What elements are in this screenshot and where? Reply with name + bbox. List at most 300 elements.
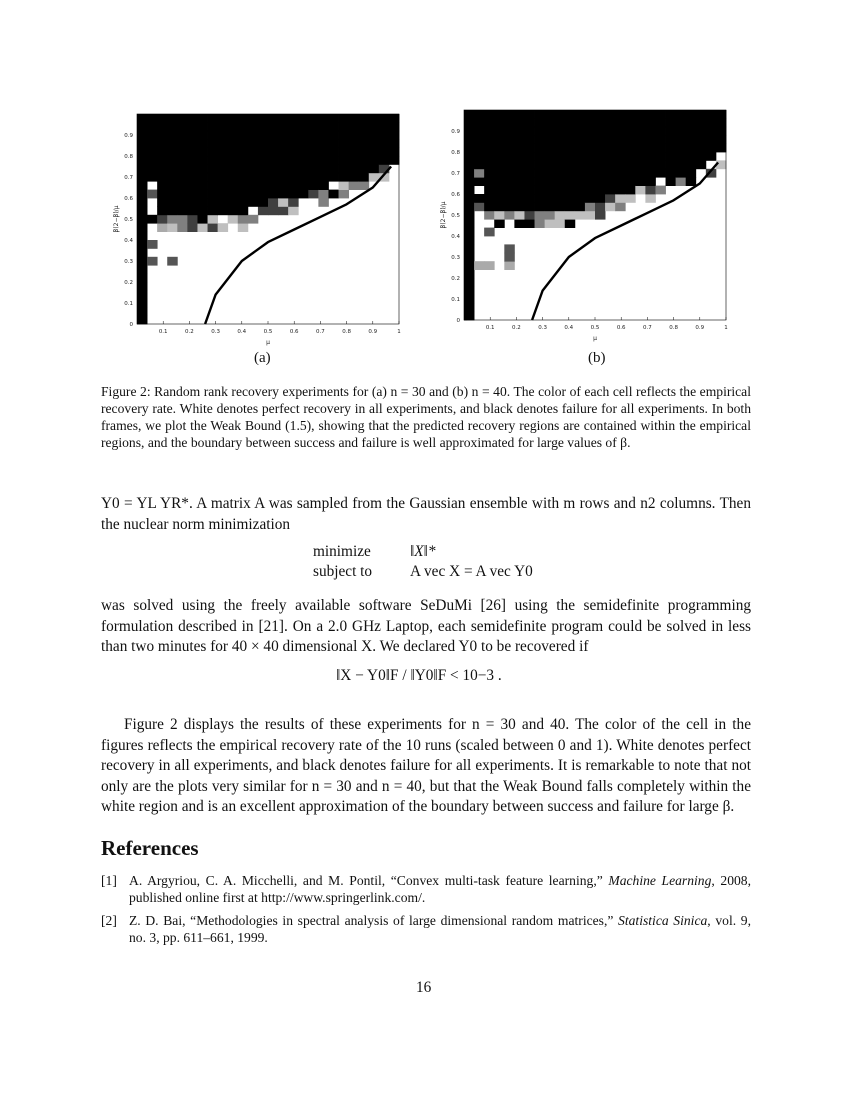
y-tick-label: 0.1 bbox=[124, 301, 133, 307]
heatmap-cell bbox=[555, 160, 565, 169]
heatmap-cell bbox=[696, 118, 706, 127]
heatmap-cell bbox=[318, 173, 328, 182]
heatmap-cell bbox=[464, 261, 474, 270]
heatmap-cell bbox=[278, 164, 288, 173]
heatmap-cell bbox=[524, 194, 534, 203]
heatmap-cell bbox=[218, 122, 228, 131]
heatmap-cell bbox=[308, 131, 318, 140]
heatmap-cell bbox=[228, 156, 238, 165]
heatmap-cell bbox=[318, 122, 328, 131]
heatmap-cell bbox=[228, 206, 238, 215]
heatmap-cell bbox=[318, 148, 328, 157]
heatmap-cell bbox=[706, 144, 716, 153]
heatmap-cell bbox=[666, 160, 676, 169]
heatmap-cell bbox=[137, 206, 147, 215]
heatmap-cell bbox=[504, 118, 514, 127]
heatmap-cell bbox=[339, 148, 349, 157]
heatmap-cell bbox=[514, 219, 524, 228]
x-axis-label: μ bbox=[266, 339, 270, 346]
heatmap-cell bbox=[605, 135, 615, 144]
heatmap-cell bbox=[258, 173, 268, 182]
heatmap-cell bbox=[308, 190, 318, 199]
heatmap-cell bbox=[686, 152, 696, 161]
heatmap-cell bbox=[716, 118, 726, 127]
heatmap-cell bbox=[167, 223, 177, 232]
heatmap-cell bbox=[555, 135, 565, 144]
heatmap-cell bbox=[308, 114, 318, 123]
heatmap-cell bbox=[545, 169, 555, 178]
heatmap-cell bbox=[349, 139, 359, 148]
heatmap-cell bbox=[167, 215, 177, 224]
heatmap-cell bbox=[359, 164, 369, 173]
heatmap-cell bbox=[167, 206, 177, 215]
heatmap-cell bbox=[504, 253, 514, 262]
heatmap-cell bbox=[575, 127, 585, 136]
heatmap-cell bbox=[278, 122, 288, 131]
heatmap-cell bbox=[278, 139, 288, 148]
heatmap-cell bbox=[248, 156, 258, 165]
heatmap-cell bbox=[484, 169, 494, 178]
heatmap-cell bbox=[187, 139, 197, 148]
heatmap-cell bbox=[615, 135, 625, 144]
heatmap-cell bbox=[464, 236, 474, 245]
heatmap-cell bbox=[147, 240, 157, 249]
heatmap-cell bbox=[635, 135, 645, 144]
heatmap-cell bbox=[696, 135, 706, 144]
y-tick-label: 0 bbox=[456, 318, 460, 324]
heatmap-cell bbox=[349, 164, 359, 173]
heatmap-cell bbox=[248, 173, 258, 182]
heatmap-cell bbox=[575, 186, 585, 195]
heatmap-cell bbox=[258, 181, 268, 190]
heatmap-cell bbox=[716, 135, 726, 144]
caption-text: Random rank recovery experiments for (a) n = 30 and (b) n = 40. The color of each cell reflects the empirical recovery rate. White denotes perfect recovery in all experiments, and black denotes failure for all experiments. In both frames, we plot the Weak Bound (1.5), showing that the predicted recovery regions are contained within the empirical regions, and the boundary between success and failure is well approximated for large values of β. bbox=[101, 384, 751, 450]
y-tick-label: 0.6 bbox=[124, 196, 133, 202]
x-tick-label: 0.7 bbox=[643, 325, 652, 331]
heatmap-cell bbox=[535, 160, 545, 169]
heatmap-cell bbox=[716, 127, 726, 136]
heatmap-cell bbox=[605, 160, 615, 169]
heatmap-cell bbox=[565, 144, 575, 153]
heatmap-cell bbox=[635, 110, 645, 119]
heatmap-cell bbox=[464, 186, 474, 195]
heatmap-cell bbox=[298, 181, 308, 190]
heatmap-cell bbox=[137, 232, 147, 241]
heatmap-cell bbox=[595, 211, 605, 220]
heatmap-cell bbox=[666, 177, 676, 186]
x-tick-label: 0.5 bbox=[263, 329, 273, 335]
heatmap-cell bbox=[595, 127, 605, 136]
heatmap-cell bbox=[157, 190, 167, 199]
heatmap-cell bbox=[615, 110, 625, 119]
heatmap-cell bbox=[389, 139, 399, 148]
heatmap-cell bbox=[494, 135, 504, 144]
y-tick-label: 0.5 bbox=[124, 217, 133, 223]
heatmap-cell bbox=[605, 127, 615, 136]
heatmap-cell bbox=[504, 186, 514, 195]
x-tick-label: 0.9 bbox=[368, 329, 378, 335]
heatmap-cell bbox=[197, 122, 207, 131]
heatmap-cell bbox=[147, 215, 157, 224]
heatmap-cell bbox=[524, 127, 534, 136]
heatmap-cell bbox=[147, 190, 157, 199]
heatmap-cell bbox=[157, 223, 167, 232]
heatmap-cell bbox=[625, 152, 635, 161]
heatmap-cell bbox=[676, 152, 686, 161]
heatmap-cell bbox=[258, 148, 268, 157]
heatmap-cell bbox=[514, 177, 524, 186]
heatmap-cell bbox=[268, 198, 278, 207]
heatmap-cell bbox=[298, 173, 308, 182]
heatmap-cell bbox=[605, 186, 615, 195]
heatmap-cell bbox=[585, 194, 595, 203]
heatmap-cell bbox=[545, 202, 555, 211]
heatmap-cell bbox=[484, 144, 494, 153]
heatmap-cell bbox=[339, 156, 349, 165]
heatmap-cell bbox=[359, 181, 369, 190]
heatmap-cell bbox=[484, 152, 494, 161]
heatmap-cell bbox=[177, 190, 187, 199]
heatmap-cell bbox=[696, 152, 706, 161]
heatmap-cell bbox=[474, 202, 484, 211]
heatmap-cell bbox=[318, 114, 328, 123]
opt-minimize-label: minimize bbox=[313, 543, 371, 560]
heatmap-cell bbox=[514, 135, 524, 144]
heatmap-cell bbox=[137, 148, 147, 157]
heatmap-cell bbox=[157, 156, 167, 165]
heatmap-cell bbox=[645, 169, 655, 178]
heatmap-cell bbox=[575, 202, 585, 211]
heatmap-cell bbox=[187, 148, 197, 157]
heatmap-cell bbox=[359, 173, 369, 182]
heatmap-cell bbox=[696, 160, 706, 169]
heatmap-cell bbox=[635, 169, 645, 178]
heatmap-cell bbox=[474, 152, 484, 161]
heatmap-cell bbox=[298, 190, 308, 199]
heatmap-cell bbox=[474, 110, 484, 119]
x-tick-label: 0.8 bbox=[342, 329, 351, 335]
heatmap-cell bbox=[655, 169, 665, 178]
heatmap-cell bbox=[308, 156, 318, 165]
heatmap-cell bbox=[535, 127, 545, 136]
heatmap-cell bbox=[484, 228, 494, 237]
heatmap-cell bbox=[504, 202, 514, 211]
heatmap-cell bbox=[464, 160, 474, 169]
heatmap-cell bbox=[535, 219, 545, 228]
heatmap-cell bbox=[298, 114, 308, 123]
heatmap-cell bbox=[157, 131, 167, 140]
heatmap-cell bbox=[339, 164, 349, 173]
heatmap-cell bbox=[555, 186, 565, 195]
heatmap-cell bbox=[655, 160, 665, 169]
paragraph-1: Y0 = YL YR*. A matrix A was sampled from the Gaussian ensemble with m rows and n2 columns. Then the nuclear norm minimization bbox=[101, 495, 751, 533]
heatmap-cell bbox=[615, 202, 625, 211]
heatmap-cell bbox=[197, 206, 207, 215]
heatmap-cell bbox=[706, 110, 716, 119]
heatmap-cell bbox=[238, 114, 248, 123]
heatmap-cell bbox=[187, 173, 197, 182]
heatmap-cell bbox=[565, 219, 575, 228]
heatmap-cell bbox=[278, 156, 288, 165]
heatmap-cell bbox=[464, 144, 474, 153]
heatmap-cell bbox=[379, 114, 389, 123]
heatmap-cell bbox=[635, 127, 645, 136]
heatmap-cell bbox=[238, 173, 248, 182]
heatmap-cell bbox=[686, 144, 696, 153]
heatmap-cell bbox=[494, 169, 504, 178]
heatmap-cell bbox=[167, 114, 177, 123]
heatmap-cell bbox=[535, 152, 545, 161]
heatmap-cell bbox=[218, 181, 228, 190]
heatmap-cell bbox=[464, 270, 474, 279]
heatmap-cell bbox=[524, 169, 534, 178]
heatmap-cell bbox=[686, 160, 696, 169]
heatmap-cell bbox=[514, 110, 524, 119]
heatmap-cell bbox=[328, 148, 338, 157]
heatmap-cell bbox=[339, 181, 349, 190]
heatmap-cell bbox=[676, 144, 686, 153]
heatmap-cell bbox=[339, 173, 349, 182]
heatmap-cell bbox=[228, 215, 238, 224]
heatmap-cell bbox=[157, 148, 167, 157]
heatmap-cell bbox=[318, 198, 328, 207]
heatmap-cell bbox=[218, 139, 228, 148]
heatmap-cell bbox=[147, 114, 157, 123]
heatmap-cell bbox=[696, 144, 706, 153]
heatmap-cell bbox=[655, 144, 665, 153]
heatmap-cell bbox=[268, 206, 278, 215]
heatmap-cell bbox=[504, 135, 514, 144]
heatmap-cell bbox=[464, 312, 474, 321]
subfigure-label-b: (b) bbox=[588, 350, 606, 366]
paragraph-3: Figure 2 displays the results of these experiments for n = 30 and 40. The color of the cell in the figures reflects the empirical recovery rate of the 10 runs (scaled between 0 and 1). White denotes perfect recovery in all experiments, and black denotes failure for all experiments. It is remarkable to note that not only are the plots very similar for n = 30 and n = 40, but that the Weak Bound falls completely within the white region and is an excellent approximation of the boundary between success and failure for large β. bbox=[101, 716, 751, 815]
reference-item bbox=[101, 872, 751, 908]
heatmap-cell bbox=[494, 110, 504, 119]
heatmap-cell bbox=[464, 244, 474, 253]
heatmap-cell bbox=[615, 118, 625, 127]
heatmap-cell bbox=[645, 135, 655, 144]
heatmap-cell bbox=[494, 219, 504, 228]
y-axis-label: β(2−β)/μ bbox=[113, 205, 120, 233]
heatmap-cell bbox=[545, 186, 555, 195]
y-tick-label: 0.2 bbox=[451, 276, 460, 282]
heatmap-cell bbox=[635, 152, 645, 161]
heatmap-cell bbox=[555, 202, 565, 211]
heatmap-cell bbox=[484, 177, 494, 186]
heatmap-cell bbox=[157, 173, 167, 182]
heatmap-cell bbox=[696, 110, 706, 119]
heatmap-cell bbox=[666, 118, 676, 127]
heatmap-cell bbox=[706, 127, 716, 136]
heatmap-cell bbox=[535, 169, 545, 178]
heatmap-cell bbox=[545, 219, 555, 228]
heatmap-cell bbox=[686, 169, 696, 178]
heatmap-cell bbox=[318, 164, 328, 173]
heatmap-cell bbox=[504, 211, 514, 220]
heatmap-cell bbox=[218, 114, 228, 123]
heatmap-cell bbox=[625, 194, 635, 203]
heatmap-cell bbox=[177, 223, 187, 232]
x-tick-label: 1 bbox=[397, 329, 401, 335]
heatmap-cell bbox=[369, 114, 379, 123]
heatmap-cell bbox=[514, 152, 524, 161]
heatmap-cell bbox=[137, 282, 147, 291]
heatmap-cell bbox=[208, 148, 218, 157]
heatmap-cell bbox=[595, 202, 605, 211]
heatmap-cell bbox=[197, 215, 207, 224]
figure-caption bbox=[101, 383, 751, 451]
heatmap-cell bbox=[474, 127, 484, 136]
heatmap-cell bbox=[328, 164, 338, 173]
heatmap-cell bbox=[288, 181, 298, 190]
heatmap-cell bbox=[585, 144, 595, 153]
heatmap-cell bbox=[177, 206, 187, 215]
heatmap-cell bbox=[585, 169, 595, 178]
heatmap-cell bbox=[575, 135, 585, 144]
heatmap-cell bbox=[167, 131, 177, 140]
heatmap-cell bbox=[157, 198, 167, 207]
heatmap-cell bbox=[716, 144, 726, 153]
heatmap-cell bbox=[696, 127, 706, 136]
heatmap-cell bbox=[585, 135, 595, 144]
heatmap-cell bbox=[228, 198, 238, 207]
heatmap-cell bbox=[524, 160, 534, 169]
heatmap-cell bbox=[268, 190, 278, 199]
heatmap-cell bbox=[278, 114, 288, 123]
x-axis-label: μ bbox=[593, 335, 597, 342]
heatmap-cell bbox=[218, 206, 228, 215]
heatmap-cell bbox=[349, 181, 359, 190]
heatmap-cell bbox=[524, 118, 534, 127]
heatmap-cell bbox=[177, 173, 187, 182]
heatmap-cell bbox=[464, 202, 474, 211]
heatmap-cell bbox=[595, 110, 605, 119]
reference-text bbox=[129, 872, 751, 906]
heatmap-cell bbox=[147, 131, 157, 140]
heatmap-cell bbox=[666, 127, 676, 136]
heatmap-cell bbox=[369, 122, 379, 131]
heatmap-cell bbox=[666, 135, 676, 144]
heatmap-cell bbox=[565, 177, 575, 186]
heatmap-cell bbox=[298, 148, 308, 157]
heatmap-cell bbox=[349, 122, 359, 131]
heatmap-cell bbox=[288, 156, 298, 165]
heatmap-cell bbox=[565, 127, 575, 136]
heatmap-cell bbox=[238, 156, 248, 165]
heatmap-cell bbox=[625, 135, 635, 144]
heatmap-cell bbox=[359, 139, 369, 148]
heatmap-cell bbox=[545, 144, 555, 153]
heatmap-cell bbox=[595, 160, 605, 169]
heatmap-cell bbox=[288, 198, 298, 207]
heatmap-cell bbox=[177, 156, 187, 165]
heatmap-cell bbox=[187, 198, 197, 207]
heatmap-cell bbox=[595, 186, 605, 195]
heatmap-cell bbox=[615, 160, 625, 169]
heatmap-cell bbox=[288, 206, 298, 215]
heatmap-cell bbox=[208, 198, 218, 207]
heatmap-cell bbox=[278, 198, 288, 207]
heatmap-cell bbox=[187, 114, 197, 123]
heatmap-cell bbox=[605, 144, 615, 153]
heatmap-cell bbox=[504, 110, 514, 119]
heatmap-cell bbox=[328, 131, 338, 140]
heatmap-cell bbox=[676, 127, 686, 136]
heatmap-cell bbox=[248, 114, 258, 123]
heatmap-cell bbox=[258, 122, 268, 131]
heatmap-cell bbox=[228, 122, 238, 131]
y-tick-label: 0.1 bbox=[451, 297, 460, 303]
heatmap-cell bbox=[258, 114, 268, 123]
heatmap-cell bbox=[308, 122, 318, 131]
heatmap-cell bbox=[545, 152, 555, 161]
heatmap-cell bbox=[328, 114, 338, 123]
heatmap-cell bbox=[167, 190, 177, 199]
heatmap-cell bbox=[484, 211, 494, 220]
heatmap-cell bbox=[514, 202, 524, 211]
heatmap-cell bbox=[474, 135, 484, 144]
heatmap-cell bbox=[535, 135, 545, 144]
heatmap-cell bbox=[157, 215, 167, 224]
heatmap-cell bbox=[676, 110, 686, 119]
opt-subject-label: subject to bbox=[313, 563, 373, 580]
heatmap-cell bbox=[504, 194, 514, 203]
x-tick-label: 0.5 bbox=[590, 325, 600, 331]
heatmap-cell bbox=[197, 198, 207, 207]
heatmap-cell bbox=[137, 223, 147, 232]
heatmap-cell bbox=[258, 198, 268, 207]
heatmap-cell bbox=[666, 110, 676, 119]
heatmap-cell bbox=[474, 160, 484, 169]
heatmap-cell bbox=[464, 110, 474, 119]
reference-details: , vol. 9, no. 3, pp. 611–661, 1999. bbox=[129, 913, 751, 945]
heatmap-cell bbox=[208, 181, 218, 190]
heatmap-cell bbox=[359, 114, 369, 123]
heatmap-cell bbox=[208, 206, 218, 215]
heatmap-cell bbox=[248, 139, 258, 148]
heatmap-cell bbox=[605, 118, 615, 127]
heatmap-cell bbox=[555, 169, 565, 178]
heatmap-cell bbox=[268, 114, 278, 123]
heatmap-cell bbox=[575, 144, 585, 153]
heatmap-cell bbox=[676, 169, 686, 178]
heatmap-cell bbox=[278, 181, 288, 190]
heatmap-cell bbox=[177, 131, 187, 140]
heatmap-cell bbox=[258, 206, 268, 215]
x-tick-label: 0.7 bbox=[316, 329, 325, 335]
heatmap-cell bbox=[268, 173, 278, 182]
heatmap-cell bbox=[349, 148, 359, 157]
reference-authors-title: Z. D. Bai, “Methodologies in spectral analysis of large dimensional random matrices,” bbox=[129, 913, 619, 928]
heatmap-cell bbox=[268, 181, 278, 190]
heatmap-cell bbox=[655, 186, 665, 195]
heatmap-cell bbox=[524, 110, 534, 119]
heatmap-cell bbox=[208, 122, 218, 131]
y-tick-label: 0.9 bbox=[451, 129, 460, 135]
heatmap-cell bbox=[288, 164, 298, 173]
heatmap-cell bbox=[514, 160, 524, 169]
heatmap-cell bbox=[474, 144, 484, 153]
reference-details: , 2008, published online first at http://www.springerlink.com/. bbox=[129, 873, 752, 905]
heatmap-cell bbox=[645, 127, 655, 136]
heatmap-cell bbox=[645, 118, 655, 127]
y-tick-label: 0.3 bbox=[451, 255, 460, 261]
heatmap-cell bbox=[268, 131, 278, 140]
reference-number: [2] bbox=[101, 913, 117, 928]
heatmap-cell bbox=[218, 190, 228, 199]
heatmap-cell bbox=[484, 127, 494, 136]
opt-objective: ‖X‖* bbox=[410, 543, 436, 560]
